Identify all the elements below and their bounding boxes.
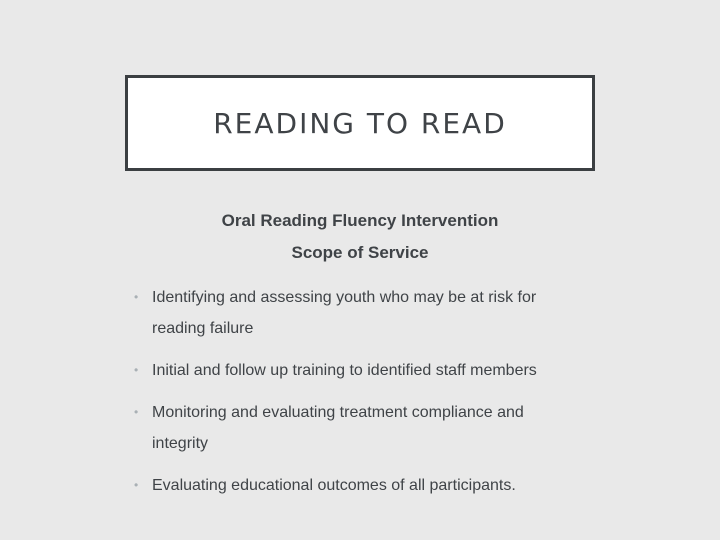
subtitle-line-1: Oral Reading Fluency Intervention (221, 211, 499, 230)
bullet-text: Monitoring and evaluating treatment compliance and integrity (152, 404, 524, 452)
bullet-dot-icon: • (134, 478, 139, 492)
title-box (125, 75, 595, 171)
bullet-text: Initial and follow up training to identified staff members (152, 362, 537, 379)
bullet-item (130, 282, 580, 344)
bullet-text: Identifying and assessing youth who may be at risk for reading failure (152, 289, 537, 337)
bullet-item (130, 397, 580, 459)
bullet-item (130, 355, 580, 386)
bullet-item (130, 470, 580, 501)
slide-title: READING TO READ (213, 106, 507, 140)
bullet-dot-icon: • (134, 405, 139, 419)
bullet-text: Evaluating educational outcomes of all participants. (152, 477, 516, 494)
bullet-list (130, 282, 580, 512)
subtitle-line-2: Scope of Service (291, 243, 429, 262)
bullet-dot-icon: • (134, 363, 139, 377)
bullet-dot-icon: • (134, 290, 139, 304)
